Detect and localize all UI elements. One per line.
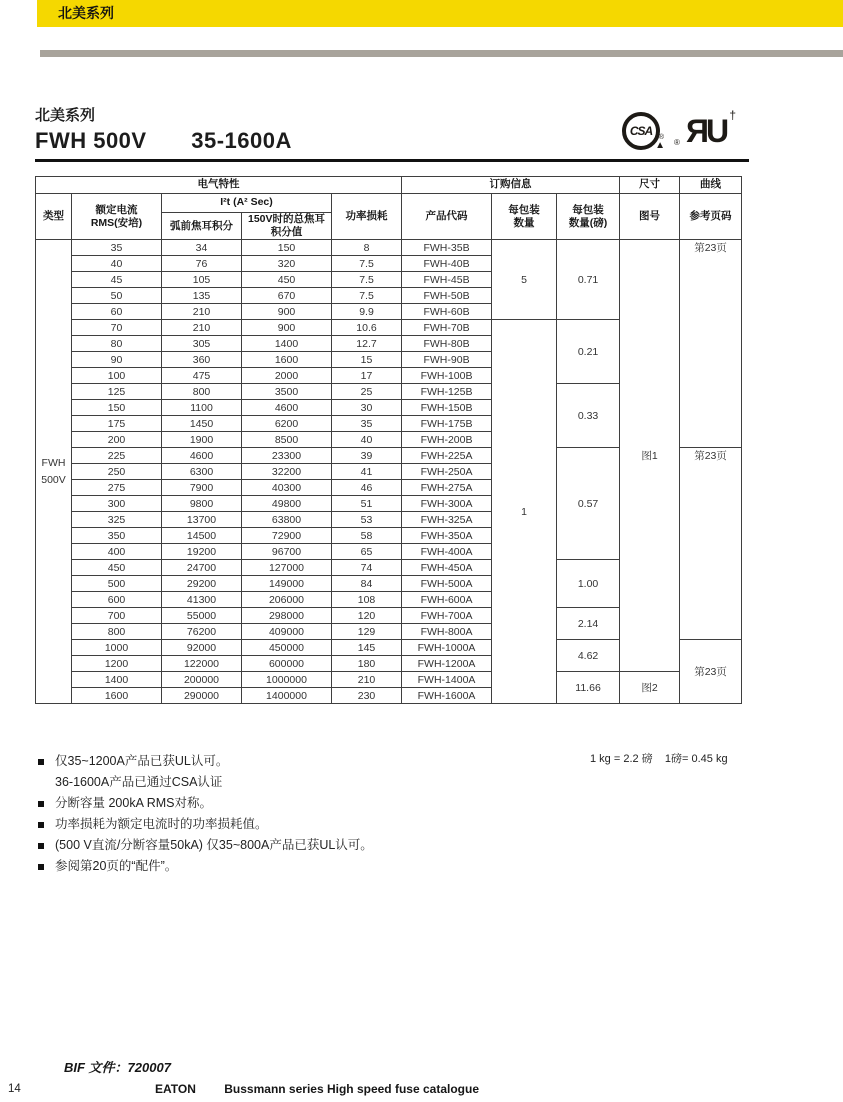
note-line bbox=[38, 772, 578, 793]
cell-total-i2t-150v: 320 bbox=[242, 256, 332, 272]
cell-weight-per-pkg: 0.21 bbox=[557, 320, 620, 384]
cell-rated-current: 35 bbox=[72, 240, 162, 256]
cell-watts-loss: 210 bbox=[332, 672, 402, 688]
cell-catalog-number: FWH-800A bbox=[402, 624, 492, 640]
cell-catalog-number: FWH-70B bbox=[402, 320, 492, 336]
bif-file-number: BIF 文件：720007 bbox=[64, 1060, 171, 1075]
cell-rated-current: 100 bbox=[72, 368, 162, 384]
cell-prearc-i2t: 7900 bbox=[162, 480, 242, 496]
cell-total-i2t-150v: 600000 bbox=[242, 656, 332, 672]
group-header-electrical: 电气特性 bbox=[36, 177, 402, 194]
page-number: 14 bbox=[8, 1083, 21, 1095]
title-amp-range: 35-1600A bbox=[191, 128, 292, 153]
cell-rated-current: 200 bbox=[72, 432, 162, 448]
cell-qty-per-pkg: 1 bbox=[492, 320, 557, 704]
cell-total-i2t-150v: 2000 bbox=[242, 368, 332, 384]
spec-table-wrap bbox=[35, 176, 742, 704]
cell-prearc-i2t: 1450 bbox=[162, 416, 242, 432]
cell-prearc-i2t: 105 bbox=[162, 272, 242, 288]
cell-prearc-i2t: 475 bbox=[162, 368, 242, 384]
cell-total-i2t-150v: 149000 bbox=[242, 576, 332, 592]
cell-prearc-i2t: 135 bbox=[162, 288, 242, 304]
note-text: 分断容量 200kA RMS对称。 bbox=[55, 796, 212, 810]
cell-watts-loss: 145 bbox=[332, 640, 402, 656]
table-header bbox=[36, 177, 742, 240]
qty-line2: 数量 bbox=[513, 216, 535, 229]
cell-prearc-i2t: 24700 bbox=[162, 560, 242, 576]
cell-rated-current: 450 bbox=[72, 560, 162, 576]
cell-total-i2t-150v: 150 bbox=[242, 240, 332, 256]
cell-catalog-number: FWH-1000A bbox=[402, 640, 492, 656]
cell-prearc-i2t: 800 bbox=[162, 384, 242, 400]
csa-mark-label: CSA bbox=[629, 124, 653, 138]
cell-prearc-i2t: 19200 bbox=[162, 544, 242, 560]
table-row bbox=[36, 672, 742, 688]
cell-prearc-i2t: 305 bbox=[162, 336, 242, 352]
cell-watts-loss: 12.7 bbox=[332, 336, 402, 352]
cell-prearc-i2t: 210 bbox=[162, 320, 242, 336]
cell-total-i2t-150v: 49800 bbox=[242, 496, 332, 512]
cell-catalog-number: FWH-225A bbox=[402, 448, 492, 464]
series-label: 北美系列 bbox=[35, 107, 96, 124]
cell-rated-current: 225 bbox=[72, 448, 162, 464]
weight-line2: 数量(磅) bbox=[568, 216, 608, 229]
cell-watts-loss: 46 bbox=[332, 480, 402, 496]
cell-catalog-number: FWH-175B bbox=[402, 416, 492, 432]
bullet-square-icon bbox=[38, 801, 44, 807]
qty-line1: 每包装 bbox=[508, 203, 540, 216]
cell-watts-loss: 25 bbox=[332, 384, 402, 400]
note-line bbox=[38, 814, 578, 835]
type-label-line: 500V bbox=[41, 473, 66, 486]
cell-catalog-number: FWH-1200A bbox=[402, 656, 492, 672]
dagger-icon: † bbox=[729, 108, 737, 122]
cell-watts-loss: 74 bbox=[332, 560, 402, 576]
cell-prearc-i2t: 13700 bbox=[162, 512, 242, 528]
banner-series-label: 北美系列 bbox=[58, 5, 114, 21]
cell-catalog-number: FWH-275A bbox=[402, 480, 492, 496]
cell-prearc-i2t: 76 bbox=[162, 256, 242, 272]
cell-weight-per-pkg: 11.66 bbox=[557, 672, 620, 704]
cell-rated-current: 125 bbox=[72, 384, 162, 400]
cell-catalog-number: FWH-35B bbox=[402, 240, 492, 256]
cell-catalog-number: FWH-450A bbox=[402, 560, 492, 576]
cell-prearc-i2t: 29200 bbox=[162, 576, 242, 592]
cell-prearc-i2t: 92000 bbox=[162, 640, 242, 656]
title-model: FWH 500V bbox=[35, 128, 147, 153]
cell-figure-number: 图1 bbox=[620, 240, 680, 672]
cell-total-i2t-150v: 6200 bbox=[242, 416, 332, 432]
cell-total-i2t-150v: 1600 bbox=[242, 352, 332, 368]
cell-prearc-i2t: 210 bbox=[162, 304, 242, 320]
note-text: 36-1600A产品已通过CSA认证 bbox=[55, 775, 223, 789]
total-i2t-line1: 150V时的总焦耳 bbox=[247, 213, 326, 225]
cell-catalog-number: FWH-40B bbox=[402, 256, 492, 272]
col-header-i2t: I²t (A² Sec) bbox=[162, 194, 332, 213]
note-text: 参阅第20页的“配件”。 bbox=[55, 859, 178, 873]
col-header-catalog-number: 产品代码 bbox=[402, 194, 492, 240]
cell-watts-loss: 230 bbox=[332, 688, 402, 704]
cell-catalog-number: FWH-200B bbox=[402, 432, 492, 448]
cell-ref-page: 第23页 bbox=[680, 640, 742, 704]
cell-watts-loss: 39 bbox=[332, 448, 402, 464]
cell-watts-loss: 7.5 bbox=[332, 256, 402, 272]
cell-prearc-i2t: 1900 bbox=[162, 432, 242, 448]
cell-prearc-i2t: 14500 bbox=[162, 528, 242, 544]
weight-line1: 每包装 bbox=[572, 203, 604, 216]
col-header-rated-current bbox=[72, 194, 162, 240]
cell-qty-per-pkg: 5 bbox=[492, 240, 557, 320]
cell-watts-loss: 41 bbox=[332, 464, 402, 480]
col-header-watts-loss: 功率损耗 bbox=[332, 194, 402, 240]
rated-current-line2: RMS(安培) bbox=[90, 216, 143, 229]
cell-rated-current: 700 bbox=[72, 608, 162, 624]
bullet-square-icon bbox=[38, 822, 44, 828]
cell-weight-per-pkg: 0.57 bbox=[557, 448, 620, 560]
cell-prearc-i2t: 55000 bbox=[162, 608, 242, 624]
cell-watts-loss: 35 bbox=[332, 416, 402, 432]
cell-catalog-number: FWH-125B bbox=[402, 384, 492, 400]
note-text: 功率损耗为额定电流时的功率损耗值。 bbox=[55, 817, 268, 831]
cell-catalog-number: FWH-300A bbox=[402, 496, 492, 512]
col-header-prearc-i2t: 弧前焦耳积分 bbox=[162, 213, 242, 240]
footer-catalog-line bbox=[155, 1082, 479, 1096]
cell-catalog-number: FWH-90B bbox=[402, 352, 492, 368]
top-banner bbox=[37, 0, 843, 27]
note-line bbox=[38, 793, 578, 814]
cell-watts-loss: 129 bbox=[332, 624, 402, 640]
cell-prearc-i2t: 4600 bbox=[162, 448, 242, 464]
cell-prearc-i2t: 41300 bbox=[162, 592, 242, 608]
cell-rated-current: 400 bbox=[72, 544, 162, 560]
cell-total-i2t-150v: 450000 bbox=[242, 640, 332, 656]
cell-watts-loss: 40 bbox=[332, 432, 402, 448]
group-header-dimensions: 尺寸 bbox=[620, 177, 680, 194]
cell-total-i2t-150v: 127000 bbox=[242, 560, 332, 576]
cell-total-i2t-150v: 4600 bbox=[242, 400, 332, 416]
type-cell bbox=[36, 240, 72, 704]
cell-catalog-number: FWH-350A bbox=[402, 528, 492, 544]
col-header-ref-page: 参考页码 bbox=[680, 194, 742, 240]
cell-total-i2t-150v: 3500 bbox=[242, 384, 332, 400]
csa-triangle-icon: ▲ bbox=[655, 140, 665, 151]
cell-prearc-i2t: 360 bbox=[162, 352, 242, 368]
cell-rated-current: 40 bbox=[72, 256, 162, 272]
brand-name: EATON bbox=[155, 1082, 196, 1096]
note-text: 仅35~1200A产品已获UL认可。 bbox=[55, 754, 229, 768]
cell-catalog-number: FWH-100B bbox=[402, 368, 492, 384]
ul-mark-glyph: ЯU bbox=[686, 113, 727, 149]
cell-total-i2t-150v: 1400 bbox=[242, 336, 332, 352]
cell-watts-loss: 108 bbox=[332, 592, 402, 608]
cell-total-i2t-150v: 900 bbox=[242, 304, 332, 320]
cell-rated-current: 70 bbox=[72, 320, 162, 336]
cell-total-i2t-150v: 206000 bbox=[242, 592, 332, 608]
cell-rated-current: 1000 bbox=[72, 640, 162, 656]
cell-catalog-number: FWH-45B bbox=[402, 272, 492, 288]
cell-total-i2t-150v: 900 bbox=[242, 320, 332, 336]
cell-watts-loss: 53 bbox=[332, 512, 402, 528]
cell-rated-current: 1200 bbox=[72, 656, 162, 672]
cell-rated-current: 250 bbox=[72, 464, 162, 480]
cell-rated-current: 1600 bbox=[72, 688, 162, 704]
cell-weight-per-pkg: 2.14 bbox=[557, 608, 620, 640]
cell-total-i2t-150v: 8500 bbox=[242, 432, 332, 448]
cell-catalog-number: FWH-500A bbox=[402, 576, 492, 592]
note-line bbox=[38, 856, 578, 877]
group-header-ordering: 订购信息 bbox=[402, 177, 620, 194]
cell-watts-loss: 58 bbox=[332, 528, 402, 544]
cell-catalog-number: FWH-80B bbox=[402, 336, 492, 352]
cell-watts-loss: 65 bbox=[332, 544, 402, 560]
cell-total-i2t-150v: 23300 bbox=[242, 448, 332, 464]
cell-total-i2t-150v: 72900 bbox=[242, 528, 332, 544]
table-row bbox=[36, 240, 742, 256]
cell-watts-loss: 30 bbox=[332, 400, 402, 416]
cell-catalog-number: FWH-150B bbox=[402, 400, 492, 416]
col-header-qty-per-pkg bbox=[492, 194, 557, 240]
cell-rated-current: 45 bbox=[72, 272, 162, 288]
cell-rated-current: 275 bbox=[72, 480, 162, 496]
cell-watts-loss: 180 bbox=[332, 656, 402, 672]
cell-rated-current: 60 bbox=[72, 304, 162, 320]
cell-catalog-number: FWH-325A bbox=[402, 512, 492, 528]
cell-catalog-number: FWH-60B bbox=[402, 304, 492, 320]
cell-prearc-i2t: 290000 bbox=[162, 688, 242, 704]
cell-watts-loss: 8 bbox=[332, 240, 402, 256]
cell-rated-current: 90 bbox=[72, 352, 162, 368]
cell-rated-current: 350 bbox=[72, 528, 162, 544]
cell-total-i2t-150v: 409000 bbox=[242, 624, 332, 640]
cell-catalog-number: FWH-1600A bbox=[402, 688, 492, 704]
fuse-spec-table bbox=[35, 176, 742, 704]
cell-watts-loss: 51 bbox=[332, 496, 402, 512]
cell-weight-per-pkg: 0.33 bbox=[557, 384, 620, 448]
cell-rated-current: 150 bbox=[72, 400, 162, 416]
cell-total-i2t-150v: 32200 bbox=[242, 464, 332, 480]
cell-total-i2t-150v: 40300 bbox=[242, 480, 332, 496]
cell-watts-loss: 15 bbox=[332, 352, 402, 368]
certification-marks bbox=[622, 108, 737, 151]
cell-ref-page: 第23页 bbox=[680, 448, 742, 640]
fuse-table-body bbox=[36, 240, 742, 704]
cell-rated-current: 325 bbox=[72, 512, 162, 528]
csa-mark-icon bbox=[622, 112, 665, 151]
cell-catalog-number: FWH-700A bbox=[402, 608, 492, 624]
cell-prearc-i2t: 200000 bbox=[162, 672, 242, 688]
cell-prearc-i2t: 9800 bbox=[162, 496, 242, 512]
cell-watts-loss: 17 bbox=[332, 368, 402, 384]
cell-total-i2t-150v: 63800 bbox=[242, 512, 332, 528]
cell-total-i2t-150v: 1400000 bbox=[242, 688, 332, 704]
cell-weight-per-pkg: 0.71 bbox=[557, 240, 620, 320]
cell-total-i2t-150v: 298000 bbox=[242, 608, 332, 624]
rated-current-line1: 额定电流 bbox=[95, 203, 138, 216]
cell-rated-current: 50 bbox=[72, 288, 162, 304]
cell-prearc-i2t: 122000 bbox=[162, 656, 242, 672]
cell-rated-current: 80 bbox=[72, 336, 162, 352]
cell-total-i2t-150v: 96700 bbox=[242, 544, 332, 560]
cell-watts-loss: 7.5 bbox=[332, 272, 402, 288]
type-label-line: FWH bbox=[41, 456, 66, 469]
cell-watts-loss: 84 bbox=[332, 576, 402, 592]
cell-total-i2t-150v: 670 bbox=[242, 288, 332, 304]
ul-recognized-mark-icon bbox=[674, 108, 737, 150]
cell-rated-current: 300 bbox=[72, 496, 162, 512]
table-group-header-row bbox=[36, 177, 742, 194]
footnotes bbox=[38, 751, 578, 877]
cell-ref-page: 第23页 bbox=[680, 240, 742, 448]
cell-watts-loss: 7.5 bbox=[332, 288, 402, 304]
cell-catalog-number: FWH-600A bbox=[402, 592, 492, 608]
cell-figure-number: 图2 bbox=[620, 672, 680, 704]
note-line bbox=[38, 751, 578, 772]
gray-divider-bar bbox=[40, 50, 843, 57]
registered-icon: ® bbox=[674, 138, 680, 147]
col-header-total-i2t-150v bbox=[242, 213, 332, 240]
cell-weight-per-pkg: 1.00 bbox=[557, 560, 620, 608]
cell-rated-current: 175 bbox=[72, 416, 162, 432]
cell-rated-current: 800 bbox=[72, 624, 162, 640]
cell-prearc-i2t: 76200 bbox=[162, 624, 242, 640]
bullet-square-icon bbox=[38, 843, 44, 849]
cell-total-i2t-150v: 1000000 bbox=[242, 672, 332, 688]
note-line bbox=[38, 835, 578, 856]
cell-catalog-number: FWH-400A bbox=[402, 544, 492, 560]
cell-prearc-i2t: 6300 bbox=[162, 464, 242, 480]
bullet-square-icon bbox=[38, 759, 44, 765]
cell-prearc-i2t: 1100 bbox=[162, 400, 242, 416]
cell-catalog-number: FWH-250A bbox=[402, 464, 492, 480]
catalog-title: Bussmann series High speed fuse catalogue bbox=[224, 1082, 479, 1096]
cell-watts-loss: 10.6 bbox=[332, 320, 402, 336]
cell-weight-per-pkg: 4.62 bbox=[557, 640, 620, 672]
note-text: (500 V直流/分断容量50kA) 仅35~800A产品已获UL认可。 bbox=[55, 838, 373, 852]
cell-rated-current: 600 bbox=[72, 592, 162, 608]
title-rule bbox=[35, 159, 749, 162]
table-column-header-row bbox=[36, 194, 742, 213]
col-header-type: 类型 bbox=[36, 194, 72, 240]
bullet-square-icon bbox=[38, 864, 44, 870]
cell-catalog-number: FWH-50B bbox=[402, 288, 492, 304]
total-i2t-line2: 积分值 bbox=[270, 226, 303, 239]
cell-watts-loss: 120 bbox=[332, 608, 402, 624]
cell-rated-current: 500 bbox=[72, 576, 162, 592]
unit-conversion-note: 1 kg = 2.2 磅 1磅= 0.45 kg bbox=[590, 753, 728, 765]
cell-watts-loss: 9.9 bbox=[332, 304, 402, 320]
cell-total-i2t-150v: 450 bbox=[242, 272, 332, 288]
cell-catalog-number: FWH-1400A bbox=[402, 672, 492, 688]
col-header-figure: 图号 bbox=[620, 194, 680, 240]
registered-icon: ® bbox=[658, 134, 664, 141]
cell-prearc-i2t: 34 bbox=[162, 240, 242, 256]
group-header-curves: 曲线 bbox=[680, 177, 742, 194]
cell-rated-current: 1400 bbox=[72, 672, 162, 688]
col-header-weight-per-pkg bbox=[557, 194, 620, 240]
